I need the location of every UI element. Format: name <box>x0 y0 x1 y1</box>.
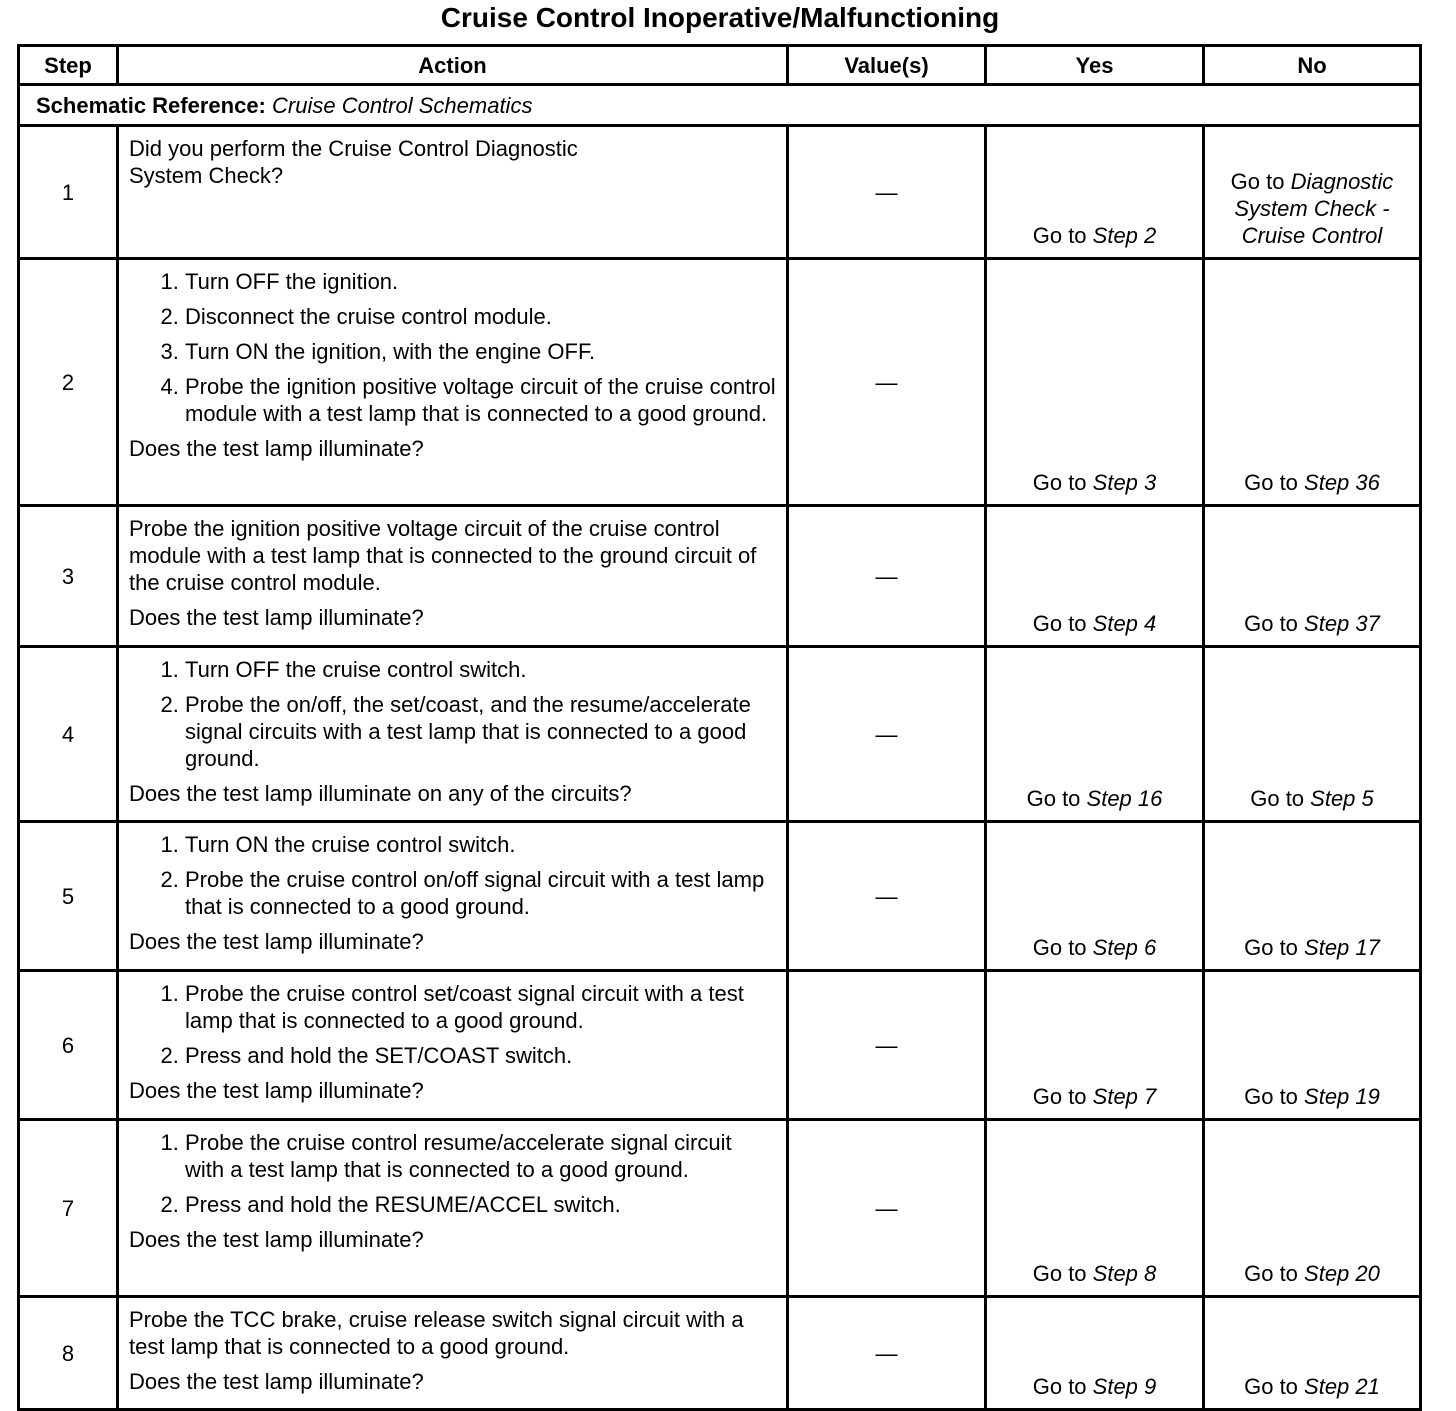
value-cell: — <box>788 647 986 822</box>
action-item: 2. Press and hold the SET/COAST switch. <box>185 1042 776 1069</box>
yes-cell <box>986 126 1204 259</box>
no-cell <box>1204 647 1421 822</box>
action-cell <box>118 647 788 822</box>
action-list <box>129 656 776 772</box>
action-cell <box>118 126 788 259</box>
no-step-link[interactable]: Diagnostic System Check - Cruise Control <box>1234 169 1394 248</box>
no-step-link[interactable]: Step 37 <box>1304 611 1380 636</box>
action-question: Does the test lamp illuminate? <box>129 929 424 954</box>
action-cell <box>118 971 788 1120</box>
action-item: 1. Probe the cruise control resume/accelerate signal circuit with a test lamp that is connected to a good ground. <box>185 1129 776 1183</box>
yes-step-link[interactable]: Step 16 <box>1086 786 1163 811</box>
table-row <box>19 126 1421 259</box>
yes-prefix: Go to <box>1032 1261 1093 1286</box>
yes-step-link[interactable]: Step 7 <box>1092 1084 1157 1109</box>
no-step-link[interactable]: Step 21 <box>1304 1374 1380 1399</box>
action-question: Does the test lamp illuminate? <box>129 1227 424 1252</box>
diagnostic-table <box>17 44 1422 1411</box>
yes-prefix: Go to <box>1032 470 1093 495</box>
step-number: 2 <box>19 259 118 506</box>
yes-cell <box>986 259 1204 506</box>
yes-step-link[interactable]: Step 9 <box>1092 1374 1157 1399</box>
header-step: Step <box>19 46 118 85</box>
action-intro: Probe the ignition positive voltage circuit of the cruise control module with a test lamp that is connected to the ground circuit of the cruise control module. <box>129 516 757 595</box>
header-action: Action <box>118 46 788 85</box>
no-prefix: Go to <box>1244 1084 1305 1109</box>
value-cell: — <box>788 259 986 506</box>
action-intro: Did you perform the Cruise Control Diagnostic System Check? <box>129 136 578 188</box>
value-cell: — <box>788 1297 986 1410</box>
header-values: Value(s) <box>788 46 986 85</box>
step-number: 7 <box>19 1120 118 1297</box>
action-item: 2. Probe the on/off, the set/coast, and the resume/accelerate signal circuits with a test lamp that is connected to a good ground. <box>185 691 776 772</box>
yes-cell <box>986 1120 1204 1297</box>
action-cell <box>118 506 788 647</box>
action-item: 1. Turn OFF the cruise control switch. <box>185 656 776 683</box>
value-cell: — <box>788 126 986 259</box>
action-item: 1. Turn ON the cruise control switch. <box>185 831 776 858</box>
value-cell: — <box>788 506 986 647</box>
table-row <box>19 1120 1421 1297</box>
yes-prefix: Go to <box>1032 223 1093 248</box>
schematic-ref: Cruise Control Schematics <box>272 92 533 118</box>
yes-prefix: Go to <box>1032 611 1093 636</box>
yes-prefix: Go to <box>1032 1374 1093 1399</box>
value-cell: — <box>788 1120 986 1297</box>
action-list <box>129 1129 776 1218</box>
table-row <box>19 1297 1421 1410</box>
table-row <box>19 259 1421 506</box>
no-step-link[interactable]: Step 20 <box>1304 1261 1380 1286</box>
action-item: 2. Probe the cruise control on/off signal circuit with a test lamp that is connected to a good ground. <box>185 866 776 920</box>
no-step-link[interactable]: Step 5 <box>1310 786 1374 811</box>
table-header-row <box>19 46 1421 85</box>
yes-step-link[interactable]: Step 3 <box>1092 470 1157 495</box>
no-prefix: Go to <box>1244 470 1305 495</box>
yes-cell <box>986 506 1204 647</box>
no-cell <box>1204 506 1421 647</box>
action-cell <box>118 822 788 971</box>
action-question: Does the test lamp illuminate? <box>129 1078 424 1103</box>
action-list <box>129 980 776 1069</box>
action-question: Does the test lamp illuminate? <box>129 605 424 630</box>
schematic-reference <box>19 85 1421 126</box>
yes-step-link[interactable]: Step 6 <box>1092 935 1157 960</box>
step-number: 4 <box>19 647 118 822</box>
step-number: 6 <box>19 971 118 1120</box>
action-item: 1. Probe the cruise control set/coast signal circuit with a test lamp that is connected to a good ground. <box>185 980 776 1034</box>
table-row <box>19 971 1421 1120</box>
schematic-reference-row <box>19 85 1421 126</box>
yes-cell <box>986 647 1204 822</box>
yes-cell <box>986 822 1204 971</box>
yes-prefix: Go to <box>1032 1084 1093 1109</box>
no-prefix: Go to <box>1244 935 1305 960</box>
no-prefix: Go to <box>1244 1374 1305 1399</box>
yes-cell <box>986 971 1204 1120</box>
no-prefix: Go to <box>1250 786 1311 811</box>
action-cell <box>118 259 788 506</box>
action-item: 2. Disconnect the cruise control module. <box>185 303 776 330</box>
action-list <box>129 268 776 427</box>
no-cell <box>1204 822 1421 971</box>
action-cell <box>118 1120 788 1297</box>
action-intro: Probe the TCC brake, cruise release switch signal circuit with a test lamp that is connected to a good ground. <box>129 1307 744 1359</box>
value-cell: — <box>788 971 986 1120</box>
action-item: 4. Probe the ignition positive voltage circuit of the cruise control module with a test lamp that is connected to a good ground. <box>185 373 776 427</box>
no-step-link[interactable]: Step 17 <box>1304 935 1380 960</box>
no-step-link[interactable]: Step 19 <box>1304 1084 1380 1109</box>
value-cell: — <box>788 822 986 971</box>
schematic-label: Schematic Reference: <box>36 92 266 118</box>
no-cell <box>1204 259 1421 506</box>
action-item: 2. Press and hold the RESUME/ACCEL switch. <box>185 1191 776 1218</box>
step-number: 8 <box>19 1297 118 1410</box>
header-yes: Yes <box>986 46 1204 85</box>
yes-step-link[interactable]: Step 8 <box>1092 1261 1157 1286</box>
no-cell <box>1204 126 1421 259</box>
header-no: No <box>1204 46 1421 85</box>
yes-cell <box>986 1297 1204 1410</box>
yes-prefix: Go to <box>1026 786 1087 811</box>
step-number: 3 <box>19 506 118 647</box>
table-row <box>19 506 1421 647</box>
no-step-link[interactable]: Step 36 <box>1304 470 1380 495</box>
action-item: 1. Turn OFF the ignition. <box>185 268 776 295</box>
no-cell <box>1204 1297 1421 1410</box>
no-prefix: Go to <box>1244 1261 1305 1286</box>
yes-prefix: Go to <box>1032 935 1093 960</box>
no-prefix: Go to <box>1230 169 1291 194</box>
yes-step-link[interactable]: Step 4 <box>1092 611 1157 636</box>
page-title: Cruise Control Inoperative/Malfunctioning <box>440 2 1000 33</box>
table-row <box>19 822 1421 971</box>
action-question: Does the test lamp illuminate? <box>129 1369 424 1394</box>
action-question: Does the test lamp illuminate on any of the circuits? <box>129 781 632 806</box>
action-question: Does the test lamp illuminate? <box>129 436 424 461</box>
step-number: 1 <box>19 126 118 259</box>
table-row <box>19 647 1421 822</box>
yes-step-link[interactable]: Step 2 <box>1092 223 1157 248</box>
step-number: 5 <box>19 822 118 971</box>
no-cell <box>1204 971 1421 1120</box>
action-item: 3. Turn ON the ignition, with the engine OFF. <box>185 338 776 365</box>
no-prefix: Go to <box>1244 611 1305 636</box>
no-cell <box>1204 1120 1421 1297</box>
action-cell <box>118 1297 788 1410</box>
action-list <box>129 831 776 920</box>
